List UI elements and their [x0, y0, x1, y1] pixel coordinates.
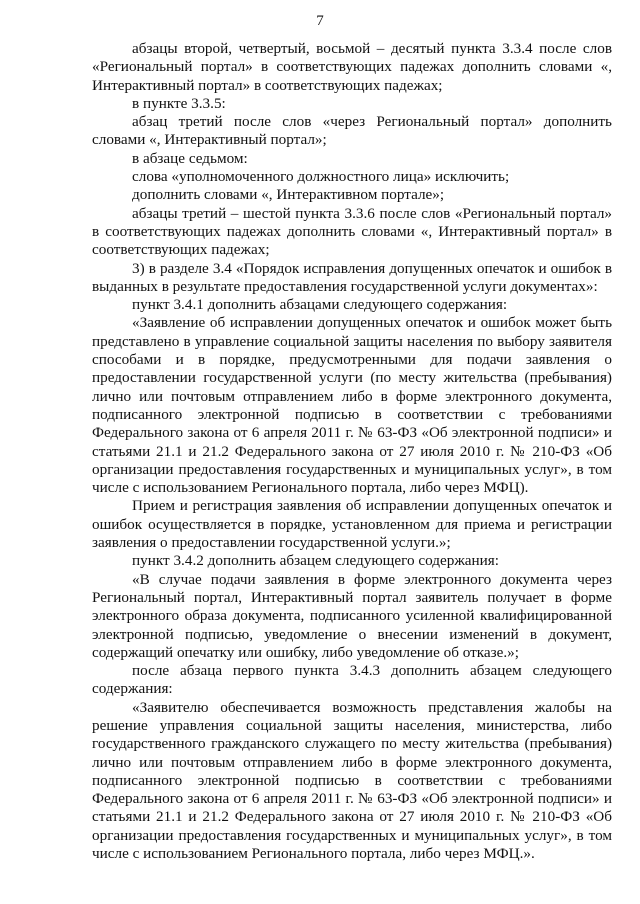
paragraph: абзацы третий – шестой пункта 3.3.6 после слов «Региональный портал» в соответствующих падежах дополнить словами «, Интерактивный портал» в соответствующих падежах; [92, 204, 612, 259]
paragraph: пункт 3.4.2 дополнить абзацем следующего содержания: [132, 552, 500, 570]
paragraph: в абзаце седьмом: [132, 149, 248, 167]
paragraph: дополнить словами «, Интерактивном портале»; [132, 186, 445, 204]
paragraph: слова «уполномоченного должностного лица» исключить; [132, 168, 510, 186]
paragraph: в пункте 3.3.5: [132, 94, 226, 112]
document-body [92, 40, 612, 863]
paragraph: Прием и регистрация заявления об исправлении допущенных опечаток и ошибок осуществляется в порядке, установленном для приема и регистрации заявления о предоставлении государственной услуги.»; [92, 497, 612, 552]
paragraph: 3) в разделе 3.4 «Порядок исправления допущенных опечаток и ошибок в выданных в результате предоставления государственной услуги документах»: [92, 259, 612, 295]
paragraph: абзацы второй, четвертый, восьмой – десятый пункта 3.3.4 после слов «Региональный портал» в соответствующих падежах дополнить словами «, Интерактивный портал» в соответствующих падежах; [92, 40, 612, 94]
paragraph: «В случае подачи заявления в форме электронного документа через Региональный портал, Интерактивный портал заявитель получает в форме электронного образа документа, подписанного усиленной квалифицированной электронной подписью, уведомление о внесении изменений в документ, содержащий опечатку или ошибку, либо уведомление об отказе.»; [92, 570, 612, 661]
paragraph: «Заявителю обеспечивается возможность представления жалобы на решение управления социальной защиты населения, министерства, либо государственного гражданского служащего по месту жительства (пребывания) лично или почтовым отправлением либо в форме электронного документа, подписанного электронной подписью в соответствии с требованиями Федерального закона от 6 апреля 2011 г. № 63-ФЗ «Об электронной подписи» и статьями 21.1 и 21.2 Федерального закона от 27 июля 2010 г. № 210-ФЗ «Об организации предоставления государственных и муниципальных услуг», в том числе с использованием Регионального портала, либо через МФЦ.». [92, 698, 612, 863]
paragraph: после абзаца первого пункта 3.4.3 дополнить абзацем следующего содержания: [92, 662, 612, 698]
paragraph: абзац третий после слов «через Региональный портал» дополнить словами «, Интерактивный портал»; [92, 113, 612, 149]
paragraph: «Заявление об исправлении допущенных опечаток и ошибок может быть представлено в управление социальной защиты населения по выбору заявителя способами и в порядке, предусмотренными для подачи заявления о предоставлении государственной услуги (по месту жительства (пребывания) лично или почтовым отправлением либо в форме электронного документа, подписанного электронной подписью в соответствии с требованиями Федерального закона от 6 апреля 2011 г. № 63-ФЗ «Об электронной подписи» и статьями 21.1 и 21.2 Федерального закона от 27 июля 2010 г. № 210-ФЗ «Об организации предоставления государственных и муниципальных услуг», в том числе с использованием Регионального портала, либо через МФЦ). [92, 314, 612, 497]
page-number: 7 [316, 13, 324, 29]
paragraph: пункт 3.4.1 дополнить абзацами следующего содержания: [132, 296, 508, 314]
